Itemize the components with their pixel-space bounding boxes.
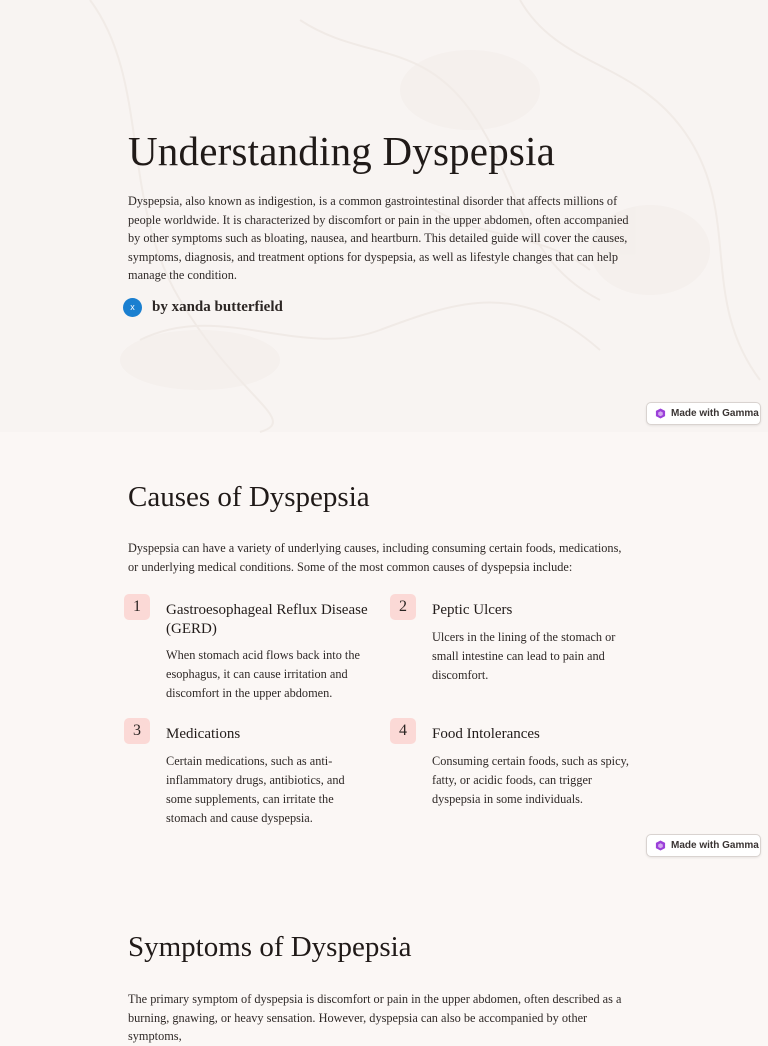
cause-number-badge: 4 bbox=[390, 718, 416, 744]
gamma-badge-label: Made with Gamma bbox=[671, 840, 759, 851]
cause-title: Gastroesophageal Reflux Disease (GERD) bbox=[166, 602, 368, 637]
cause-number-badge: 2 bbox=[390, 594, 416, 620]
author-byline bbox=[123, 294, 283, 320]
cause-title: Peptic Ulcers bbox=[432, 602, 513, 618]
made-with-gamma-badge[interactable] bbox=[646, 402, 761, 425]
intro-paragraph: Dyspepsia, also known as indigestion, is a common gastrointestinal disorder that affects millions of people worldwide. It is characterized by discomfort or pain in the upper abdomen, often accompanied by other symptoms such as bloating, nausea, and heartburn. This detailed guide will cover the causes, symptoms, diagnosis, and treatment options for dyspepsia, as well as lifestyle changes that can help manage the condition. bbox=[128, 194, 629, 283]
cause-number-badge: 1 bbox=[124, 594, 150, 620]
cause-title: Food Intolerances bbox=[432, 726, 540, 742]
symptoms-title: Symptoms of Dyspepsia bbox=[128, 931, 412, 963]
cause-title: Medications bbox=[166, 726, 241, 742]
cause-description: When stomach acid flows back into the esophagus, it can cause irritation and discomfort in the upper abdomen. bbox=[166, 648, 360, 700]
cause-number-badge: 3 bbox=[124, 718, 150, 744]
causes-description: Dyspepsia can have a variety of underlying causes, including consuming certain foods, medications, or underlying medical conditions. Some of the most common causes of dyspepsia include: bbox=[128, 541, 622, 574]
avatar[interactable]: x bbox=[123, 298, 142, 317]
author-name: by xanda butterfield bbox=[152, 298, 283, 315]
cause-description: Consuming certain foods, such as spicy, fatty, or acidic foods, can trigger dyspepsia in some individuals. bbox=[432, 754, 629, 806]
made-with-gamma-badge[interactable] bbox=[646, 834, 761, 857]
gamma-logo-icon bbox=[655, 840, 666, 851]
gamma-logo-icon bbox=[655, 408, 666, 419]
cause-description: Certain medications, such as anti-inflammatory drugs, antibiotics, and some supplements, can irritate the stomach and cause dyspepsia. bbox=[166, 754, 345, 825]
hero-section bbox=[0, 0, 768, 432]
symptoms-description: The primary symptom of dyspepsia is discomfort or pain in the upper abdomen, often described as a burning, gnawing, or heavy sensation. However, dyspepsia can also be accompanied by other symptoms, bbox=[128, 992, 622, 1044]
page-title: Understanding Dyspepsia bbox=[128, 128, 556, 174]
causes-title: Causes of Dyspepsia bbox=[128, 481, 370, 513]
gamma-badge-label: Made with Gamma bbox=[671, 408, 759, 419]
cause-description: Ulcers in the lining of the stomach or small intestine can lead to pain and discomfort. bbox=[432, 630, 616, 682]
